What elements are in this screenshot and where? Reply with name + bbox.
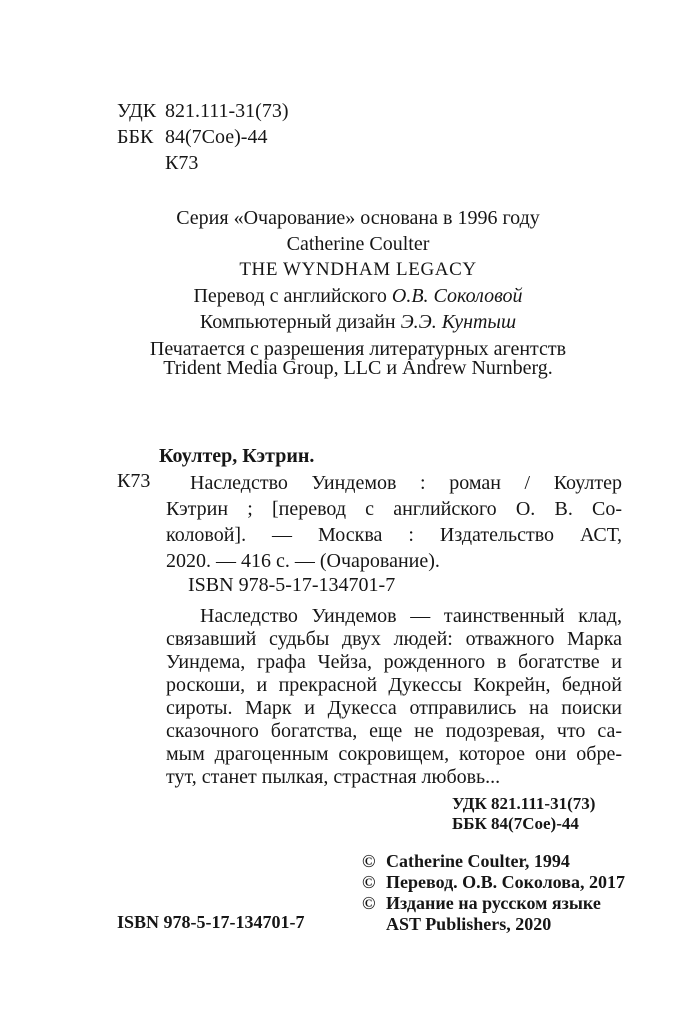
- catalog-description-line: Наследство Уиндемов : роман / Коултер: [190, 472, 622, 494]
- annotation-paragraph: [166, 605, 622, 789]
- catalog-description-line: 2020. — 416 с. — (Очарование).: [166, 550, 440, 572]
- bbk-value: 84(7Сое)-44: [165, 126, 268, 148]
- annotation-line: роскоши, и прекрасной Дукессы Кокрейн, бедной: [166, 674, 622, 696]
- catalog-description-line: коловой]. — Москва : Издательство АСТ,: [166, 524, 622, 546]
- annotation-line: сказочного богатства, еще не подозревая, что са-: [166, 720, 622, 742]
- catalog-description: [166, 470, 622, 574]
- author-code-row: [117, 150, 289, 176]
- author-code-value: К73: [165, 152, 199, 174]
- copyright-text-line: AST Publishers, 2020: [386, 914, 552, 934]
- bbk-bottom: ББК 84(7Сое)-44: [452, 814, 579, 833]
- copyright-text: [386, 893, 601, 935]
- copyright-text: Перевод. О.В. Соколова, 2017: [386, 872, 625, 892]
- empty-label: [117, 150, 165, 176]
- copyright-block: [362, 851, 625, 935]
- copyright-entry: [362, 851, 625, 872]
- catalog-isbn: ISBN 978-5-17-134701-7: [188, 574, 396, 596]
- catalog-card-code: К73: [117, 470, 151, 492]
- isbn-bottom: ISBN 978-5-17-134701-7: [117, 912, 305, 932]
- series-credits-block: [38, 205, 678, 378]
- bbk-label: ББК: [117, 126, 154, 148]
- annotation-line: тут, станет пылкая, страстная любовь...: [166, 766, 501, 788]
- classification-codes-top: [117, 98, 289, 176]
- permission-note: [38, 340, 678, 378]
- udk-row: [117, 98, 289, 124]
- copyright-text-line: Издание на русском языке: [386, 893, 601, 913]
- copyright-symbol: ©: [362, 872, 376, 892]
- permission-line-1: Печатается с разрешения литературных агентств: [149, 338, 567, 360]
- bbk-row: [117, 124, 289, 150]
- catalog-author-heading: Коултер, Кэтрин.: [159, 445, 315, 467]
- annotation-line: Наследство Уиндемов — таинственный клад,: [200, 605, 622, 627]
- series-founded-line: Серия «Очарование» основана в 1996 году: [176, 207, 540, 229]
- copyright-text: Catherine Coulter, 1994: [386, 851, 570, 871]
- annotation-line: связавший судьбы двух людей: отважного Марка: [166, 628, 622, 650]
- copyright-symbol: ©: [362, 893, 376, 913]
- translator-name: О.В. Соколовой: [391, 285, 523, 307]
- copyright-symbol: ©: [362, 851, 376, 871]
- translation-credit: [38, 283, 678, 309]
- annotation-line: мым драгоценным сокровищем, которое они обре-: [166, 743, 622, 765]
- udk-bottom: УДК 821.111-31(73): [452, 794, 596, 813]
- copyright-entry: [362, 872, 625, 893]
- design-credit: [38, 309, 678, 335]
- translation-credit-prefix: Перевод с английского: [193, 285, 392, 307]
- annotation-line: сироты. Марк и Дукесса отправились на поиски: [166, 697, 622, 719]
- catalog-description-line: Кэтрин ; [перевод с английского О. В. Со-: [166, 498, 622, 520]
- permission-line-2: Trident Media Group, LLC и Andrew Nurnberg.: [163, 357, 553, 379]
- annotation-line: Уиндема, графа Чейза, рожденного в богатстве и: [166, 651, 622, 673]
- designer-name: Э.Э. Кунтыш: [400, 311, 517, 333]
- udk-value: 821.111-31(73): [165, 100, 289, 122]
- original-author: Catherine Coulter: [286, 233, 430, 255]
- classification-codes-bottom: [452, 794, 595, 834]
- udk-label: УДК: [117, 100, 157, 122]
- design-credit-prefix: Компьютерный дизайн: [199, 311, 401, 333]
- copyright-entry: [362, 893, 625, 935]
- original-title: THE WYNDHAM LEGACY: [239, 259, 477, 280]
